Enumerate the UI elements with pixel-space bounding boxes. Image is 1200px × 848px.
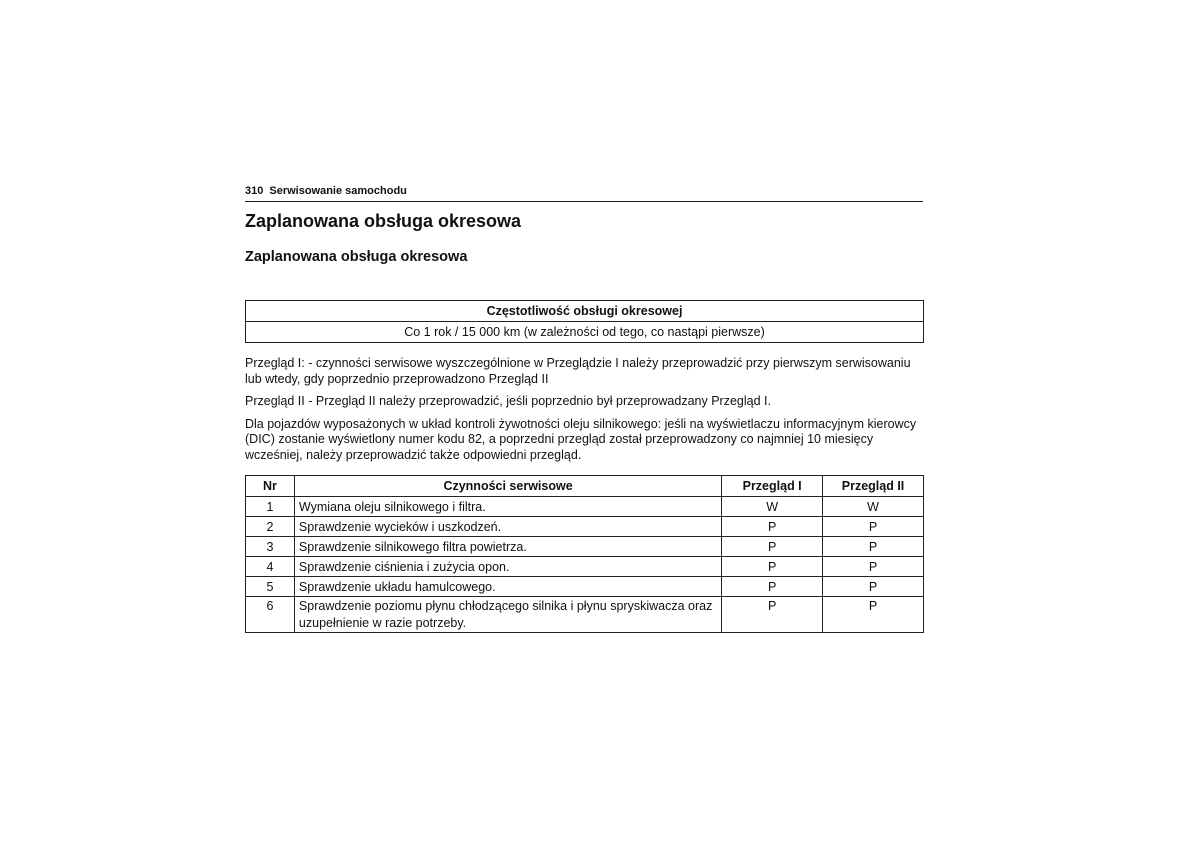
table-row xyxy=(246,537,924,557)
row-number: 5 xyxy=(246,577,295,597)
running-header xyxy=(245,184,923,202)
row-przeglad-1: P xyxy=(722,557,823,577)
frequency-heading: Częstotliwość obsługi okresowej xyxy=(246,301,924,322)
service-table-header xyxy=(246,476,924,497)
frequency-header-row xyxy=(246,301,924,322)
row-number: 6 xyxy=(246,597,295,633)
column-header-nr: Nr xyxy=(246,476,295,497)
column-header-task: Czynności serwisowe xyxy=(294,476,721,497)
frequency-value: Co 1 rok / 15 000 km (w zależności od tego, co nastąpi pierwsze) xyxy=(246,322,924,343)
row-przeglad-1: W xyxy=(722,497,823,517)
row-przeglad-1: P xyxy=(722,597,823,633)
row-task: Sprawdzenie ciśnienia i zużycia opon. xyxy=(294,557,721,577)
table-row xyxy=(246,597,924,633)
paragraph-przeglad-1: Przegląd I: - czynności serwisowe wyszczególnione w Przeglądzie I należy przeprowadzić przy pierwszym serwisowaniu lub wtedy, gdy poprzednio przeprowadzono Przegląd II xyxy=(245,356,911,386)
row-number: 4 xyxy=(246,557,295,577)
row-przeglad-2: P xyxy=(823,577,924,597)
table-row xyxy=(246,497,924,517)
service-table xyxy=(245,475,924,633)
document-page xyxy=(245,184,923,633)
row-przeglad-2: P xyxy=(823,517,924,537)
column-header-przeglad-1: Przegląd I xyxy=(722,476,823,497)
column-header-przeglad-2: Przegląd II xyxy=(823,476,924,497)
row-przeglad-1: P xyxy=(722,537,823,557)
paragraph-przeglad-2: Przegląd II - Przegląd II należy przeprowadzić, jeśli poprzednio był przeprowadzany Przegląd I. xyxy=(245,394,771,408)
table-row xyxy=(246,517,924,537)
table-row xyxy=(246,577,924,597)
table-row xyxy=(246,557,924,577)
row-przeglad-2: P xyxy=(823,537,924,557)
row-number: 1 xyxy=(246,497,295,517)
row-number: 3 xyxy=(246,537,295,557)
row-task: Sprawdzenie wycieków i uszkodzeń. xyxy=(294,517,721,537)
row-task: Sprawdzenie poziomu płynu chłodzącego silnika i płynu spryskiwacza oraz uzupełnienie w razie potrzeby. xyxy=(294,597,721,633)
row-task: Wymiana oleju silnikowego i filtra. xyxy=(294,497,721,517)
frequency-table xyxy=(245,300,924,343)
body-text xyxy=(245,356,923,463)
page-subtitle: Zaplanowana obsługa okresowa xyxy=(245,249,468,265)
page-number: 310 xyxy=(245,185,264,197)
row-przeglad-2: P xyxy=(823,557,924,577)
section-title: Serwisowanie samochodu xyxy=(269,185,407,197)
row-przeglad-2: P xyxy=(823,597,924,633)
row-przeglad-1: P xyxy=(722,517,823,537)
row-number: 2 xyxy=(246,517,295,537)
frequency-value-row xyxy=(246,322,924,343)
paragraph-dic: Dla pojazdów wyposażonych w układ kontroli żywotności oleju silnikowego: jeśli na wyświetlaczu informacyjnym kierowcy (DIC) zostanie wyświetlony numer kodu 82, a poprzedni przegląd został przeprowadzony co najmniej 10 miesięcy wcześniej, należy przeprowadzić także odpowiedni przegląd. xyxy=(245,416,917,462)
page-title: Zaplanowana obsługa okresowa xyxy=(245,211,522,231)
row-przeglad-1: P xyxy=(722,577,823,597)
row-task: Sprawdzenie układu hamulcowego. xyxy=(294,577,721,597)
row-task: Sprawdzenie silnikowego filtra powietrza. xyxy=(294,537,721,557)
row-przeglad-2: W xyxy=(823,497,924,517)
